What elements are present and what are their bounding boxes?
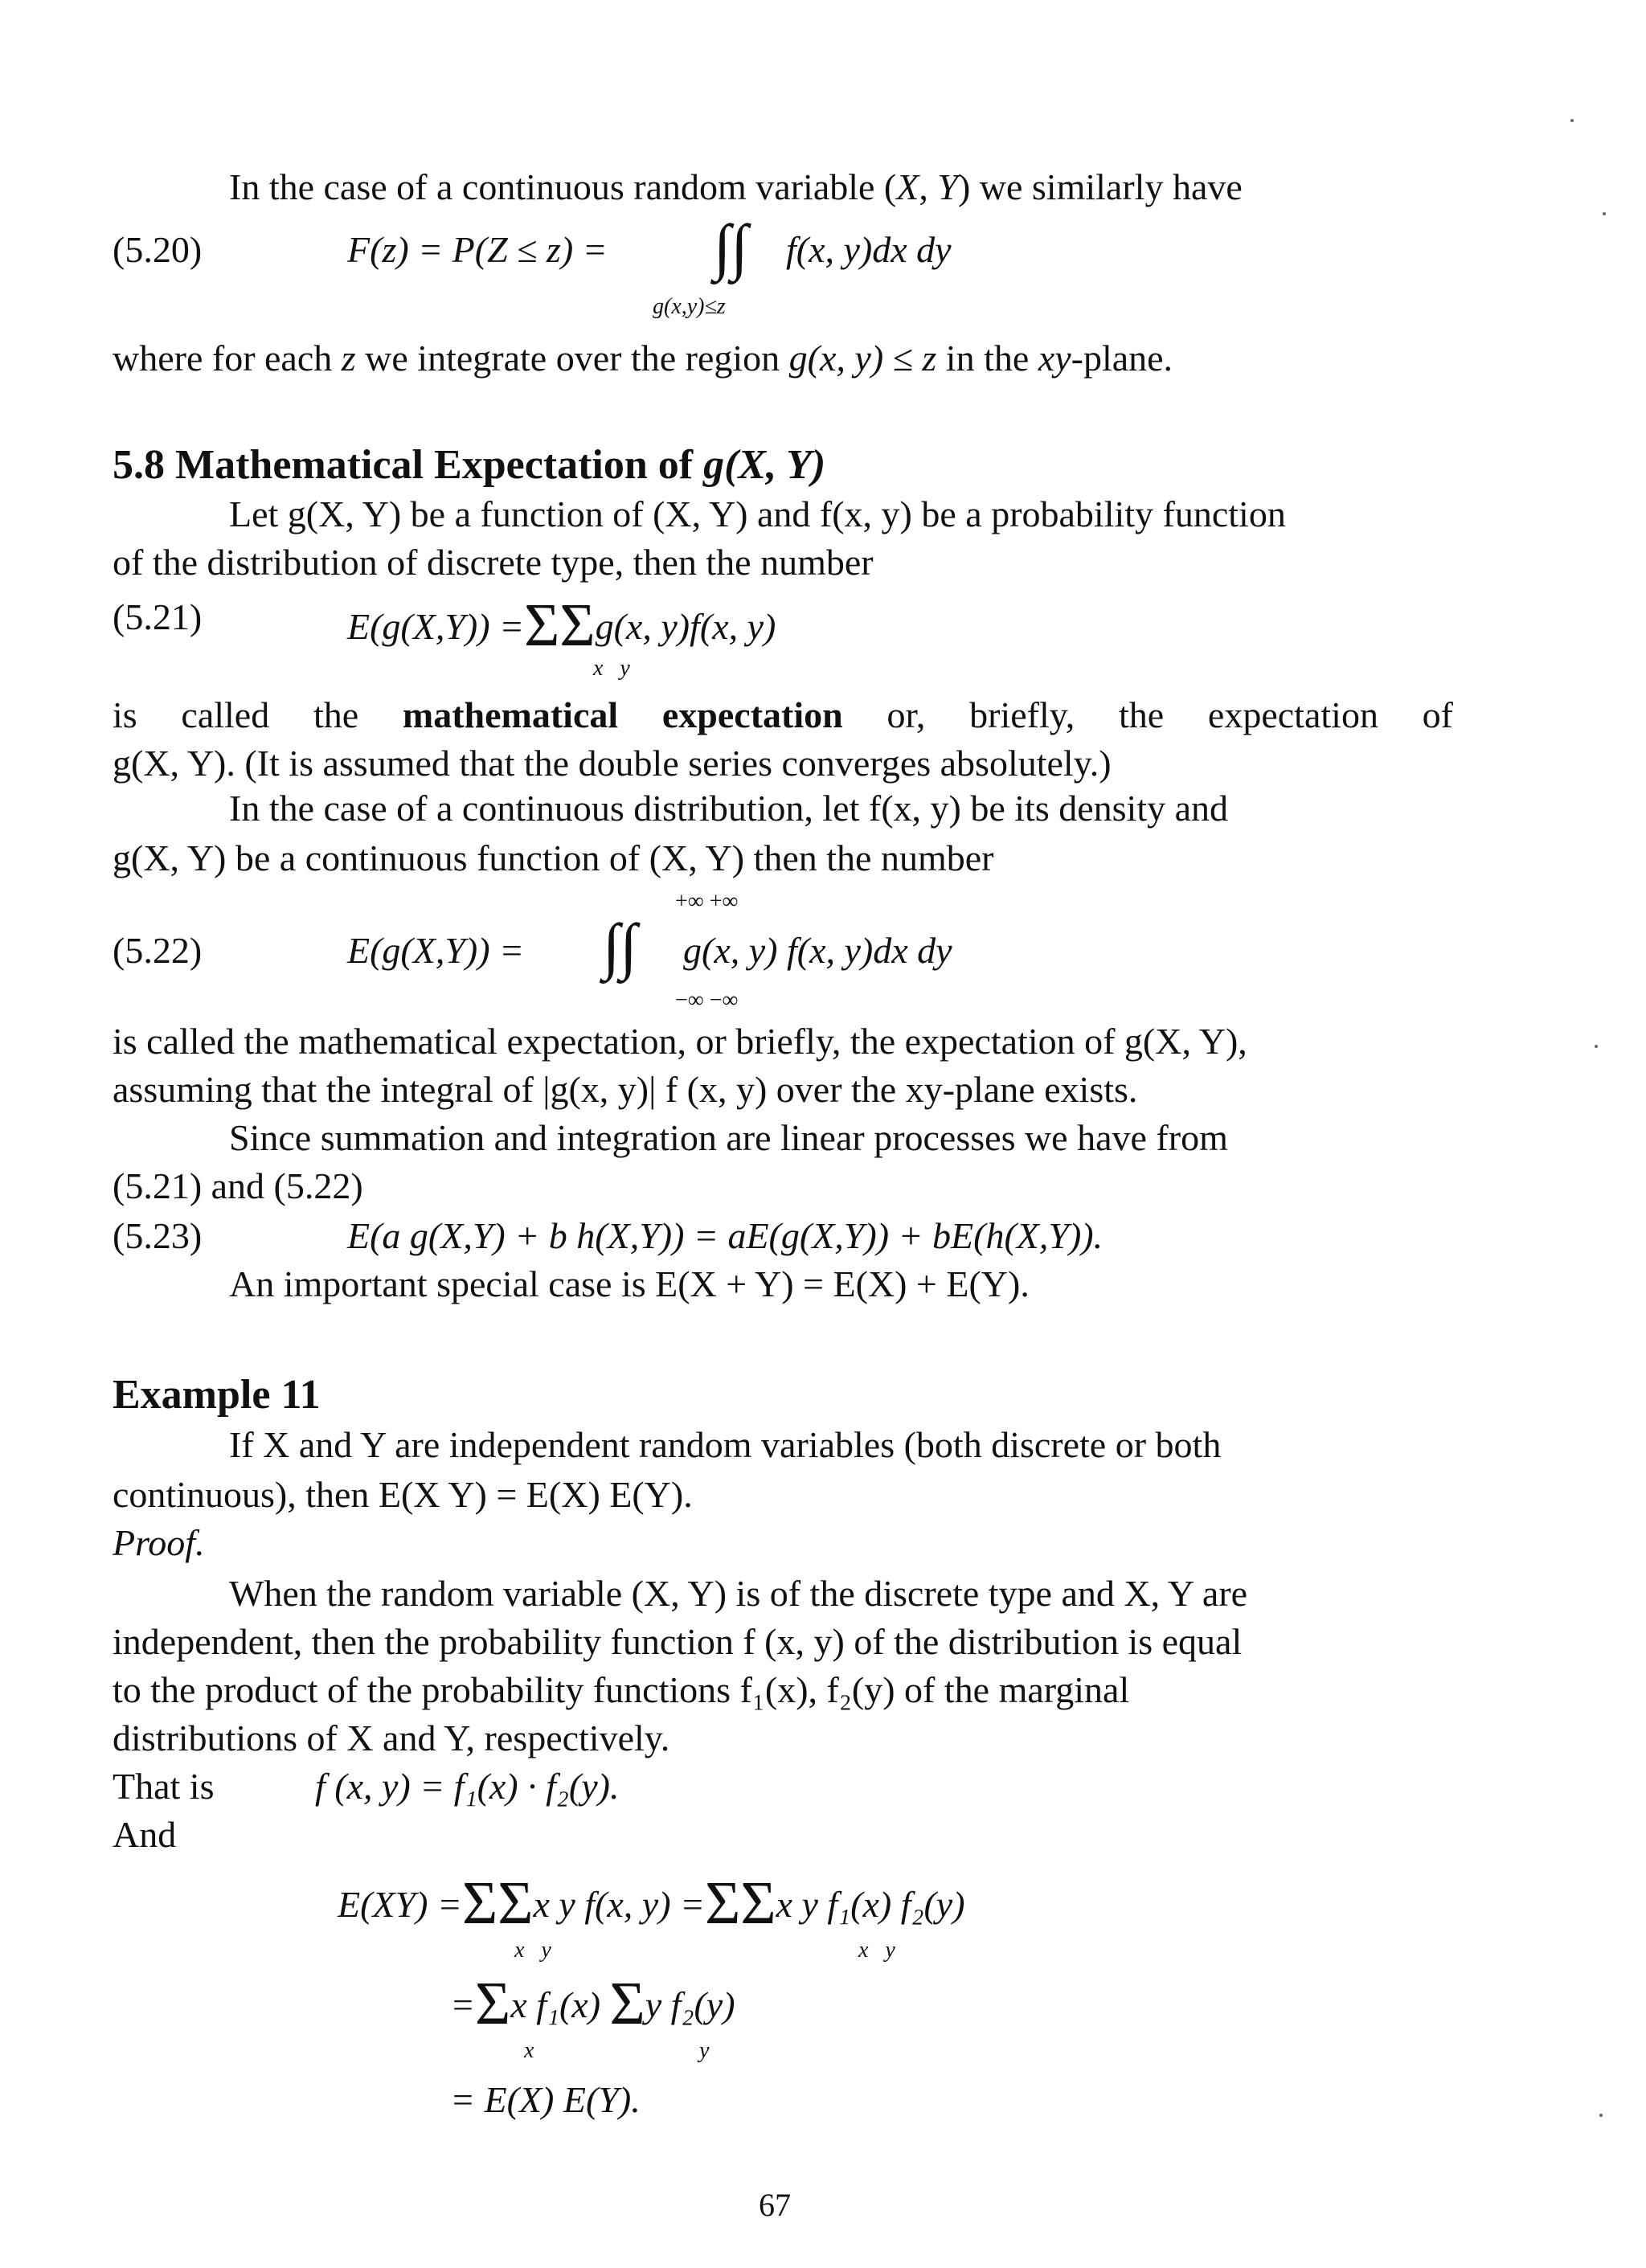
sum-symbols: ΣΣ: [524, 592, 596, 659]
derivation-term: y f₂(y): [645, 1984, 735, 2025]
paragraph-6-line-1: is called the mathematical expectation, or briefly, the expectation of g(X, Y),: [113, 1021, 1247, 1062]
sum-index-x: x: [524, 2038, 534, 2063]
paragraph-5-line-2: g(X, Y) be a continuous function of (X, Y) then the number: [113, 837, 994, 878]
text: where for each: [113, 338, 342, 379]
var: Y: [937, 166, 958, 207]
equals-sign: =: [450, 1984, 476, 2025]
paragraph-9-line-3: to the product of the probability functions f₁(x), f₂(y) of the marginal: [113, 1669, 1130, 1710]
scan-speck: [1595, 1045, 1598, 1048]
equation-5-23: E(a g(X,Y) + b h(X,Y)) = aE(g(X,Y)) + bE(h(X,Y)).: [347, 1215, 1103, 1256]
sum-indices: x y: [858, 1938, 895, 1963]
double-integral: ∫∫: [714, 211, 748, 281]
sum-symbol: Σ: [609, 1970, 645, 2037]
integral-lower-limits: −∞ −∞: [675, 988, 739, 1013]
derivation-term: x y f(x, y): [533, 1884, 671, 1925]
scan-speck: [1599, 2114, 1603, 2117]
integral-region: g(x,y)≤z: [653, 294, 726, 319]
sum-symbols: ΣΣ: [461, 1869, 534, 1937]
and-label: And: [113, 1814, 177, 1855]
page-number: 67: [759, 2187, 791, 2223]
paragraph-5-line-1: In the case of a continuous distribution, let f(x, y) be its density and: [229, 788, 1229, 829]
paragraph-7-line-2: (5.21) and (5.22): [113, 1165, 363, 1206]
text: ,: [919, 166, 938, 207]
sum-indices: x y: [514, 1938, 551, 1963]
text: is called the: [113, 694, 403, 735]
section-title: Mathematical Expectation of: [175, 442, 694, 488]
var: xy: [1038, 338, 1071, 379]
paragraph-7-line-1: Since summation and integration are linear processes we have from: [229, 1117, 1228, 1158]
derivation-line-1: [338, 1869, 965, 1937]
derivation-line-3: = E(X) E(Y).: [450, 2079, 641, 2120]
section-number: 5.8: [113, 442, 165, 488]
derivation-term: x f₁(x): [510, 1984, 601, 2025]
that-is-expression: f (x, y) = f₁(x) · f₂(y).: [315, 1766, 620, 1807]
paragraph-3-line-2: of the distribution of discrete type, then the number: [113, 542, 874, 583]
equation-label: (5.20): [113, 229, 203, 270]
paragraph-1: [229, 165, 1243, 209]
derivation-term: x y f₁(x) f₂(y): [776, 1884, 965, 1925]
paragraph-9-line-2: independent, then the probability function f (x, y) of the distribution is equal: [113, 1621, 1243, 1662]
text: -plane.: [1071, 338, 1173, 379]
example-line-1: If X and Y are independent random variables (both discrete or both: [229, 1424, 1222, 1465]
equation-label: (5.21): [113, 596, 203, 637]
scan-speck: [1603, 212, 1606, 215]
double-integral: ∫∫: [603, 911, 637, 980]
example-heading: Example 11: [113, 1372, 321, 1418]
paragraph-9-line-1: When the random variable (X, Y) is of the discrete type and X, Y are: [229, 1573, 1248, 1614]
equation-5-20-lhs: F(z) = P(Z ≤ z) =: [347, 229, 608, 270]
proof-label: Proof.: [113, 1522, 205, 1563]
sum-indices: x y: [593, 656, 630, 681]
text: we integrate over the region: [355, 338, 789, 379]
paragraph-2: [113, 336, 1173, 380]
sum-symbol: Σ: [475, 1970, 511, 2037]
paragraph-4-line-1: [113, 693, 1453, 737]
equals-sign: =: [680, 1884, 706, 1925]
integral-upper-limits: +∞ +∞: [675, 889, 739, 914]
derivation-line-2: [450, 1970, 735, 2037]
section-title-math: g(X, Y): [703, 442, 826, 488]
paragraph-8: An important special case is E(X + Y) = E(X) + E(Y).: [229, 1263, 1030, 1304]
paragraph-3-line-1: Let g(X, Y) be a function of (X, Y) and f(x, y) be a probability function: [229, 493, 1286, 534]
sum-index-y: y: [699, 2038, 710, 2063]
equation-5-21: [347, 592, 776, 659]
paragraph-6-line-2: assuming that the integral of |g(x, y)| f (x, y) over the xy-plane exists.: [113, 1069, 1138, 1110]
equation-lhs: E(g(X,Y)) =: [347, 606, 525, 647]
equation-5-20-integrand: f(x, y)dx dy: [786, 229, 952, 270]
equation-label: (5.23): [113, 1215, 203, 1256]
derivation-lhs: E(XY) =: [338, 1884, 462, 1925]
text: ) we similarly have: [957, 166, 1243, 207]
term-bold: mathematical expectation: [402, 694, 843, 735]
condition: g(x, y) ≤ z: [788, 338, 937, 379]
that-is-label: That is: [113, 1766, 215, 1807]
text: In the case of a continuous random variable (: [229, 166, 897, 207]
paragraph-4-line-2: g(X, Y). (It is assumed that the double series converges absolutely.): [113, 743, 1112, 784]
equation-label: (5.22): [113, 930, 203, 971]
paragraph-9-line-4: distributions of X and Y, respectively.: [113, 1717, 670, 1758]
scan-speck: [1570, 119, 1574, 122]
example-line-2: continuous), then E(X Y) = E(X) E(Y).: [113, 1474, 693, 1515]
var: z: [341, 338, 356, 379]
sum-symbols: ΣΣ: [705, 1869, 776, 1937]
text: or, briefly, the expectation of: [842, 694, 1453, 735]
equation-rhs: g(x, y)f(x, y): [595, 606, 776, 647]
equation-5-22-rhs: g(x, y) f(x, y)dx dy: [683, 930, 952, 971]
section-heading: [113, 440, 825, 490]
text: in the: [936, 338, 1038, 379]
var: X: [896, 166, 919, 207]
equation-5-22-lhs: E(g(X,Y)) =: [347, 930, 525, 971]
